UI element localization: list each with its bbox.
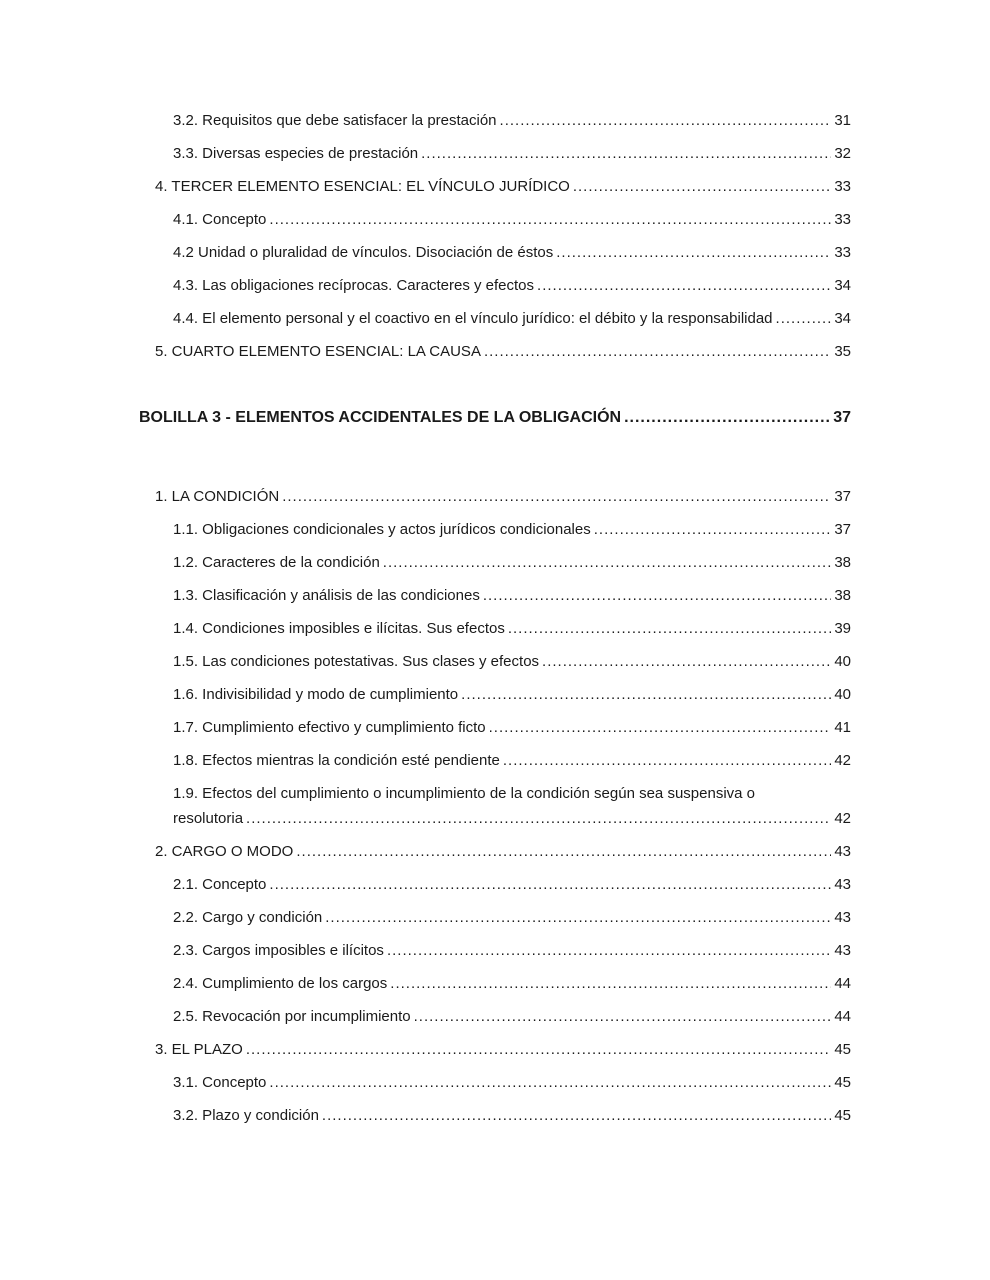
toc-entry (139, 750, 851, 771)
toc-entry-label: 4. TERCER ELEMENTO ESENCIAL: EL VÍNCULO JURÍDICO (155, 178, 570, 195)
dot-leader (489, 717, 832, 738)
dot-leader (542, 651, 831, 672)
dot-leader (269, 1072, 831, 1093)
toc-entry-label: 1.2. Caracteres de la condición (173, 554, 380, 571)
toc-entry-label: 4.3. Las obligaciones recíprocas. Caracteres y efectos (173, 277, 535, 294)
dot-leader (269, 209, 831, 230)
dot-leader (246, 1039, 831, 1060)
toc-entry-label: 1.9. Efectos del cumplimiento o incumplimiento de la condición según sea suspensiva o (173, 785, 755, 802)
dot-leader (325, 907, 831, 928)
toc-entry (139, 242, 851, 263)
table-of-contents (139, 110, 851, 1126)
toc-page-number: 43 (834, 876, 851, 893)
dot-leader (414, 1006, 832, 1027)
toc-page-number: 33 (834, 178, 851, 195)
toc-page-number: 32 (834, 145, 851, 162)
dot-leader (776, 308, 832, 329)
toc-entry (139, 841, 851, 862)
dot-leader (421, 143, 831, 164)
toc-entry-label: 1.8. Efectos mientras la condición esté pendiente (173, 752, 500, 769)
toc-entry-label: 1. LA CONDICIÓN (155, 488, 280, 505)
toc-entry-continuation (139, 808, 851, 829)
toc-entry (139, 684, 851, 705)
toc-page-number: 37 (833, 409, 851, 426)
toc-entry (139, 1072, 851, 1093)
toc-page-number: 45 (834, 1107, 851, 1124)
toc-entry (139, 940, 851, 961)
toc-page-number: 38 (834, 554, 851, 571)
toc-entry-label: 5. CUARTO ELEMENTO ESENCIAL: LA CAUSA (155, 343, 481, 360)
dot-leader (383, 552, 832, 573)
toc-entry (139, 519, 851, 540)
toc-page-number: 35 (834, 343, 851, 360)
toc-page-number: 42 (834, 752, 851, 769)
toc-entry (139, 341, 851, 362)
toc-entry (139, 275, 851, 296)
toc-entry (139, 651, 851, 672)
toc-page-number: 33 (834, 211, 851, 228)
dot-leader (508, 618, 831, 639)
toc-entry (139, 308, 851, 329)
toc-page-number: 37 (834, 521, 851, 538)
toc-page-number: 43 (834, 909, 851, 926)
toc-entry (139, 1039, 851, 1060)
toc-entry (139, 110, 851, 131)
toc-entry (139, 143, 851, 164)
toc-page-number: 38 (834, 587, 851, 604)
dot-leader (390, 973, 831, 994)
toc-page-number: 45 (834, 1041, 851, 1058)
toc-page-number: 40 (834, 686, 851, 703)
toc-page-number: 33 (834, 244, 851, 261)
toc-heading-entry (139, 407, 851, 429)
toc-entry (139, 585, 851, 606)
toc-entry-label: 2.2. Cargo y condición (173, 909, 323, 926)
toc-page-number: 39 (834, 620, 851, 637)
toc-entry-label: 2.3. Cargos imposibles e ilícitos (173, 942, 384, 959)
toc-entry (139, 874, 851, 895)
dot-leader (387, 940, 831, 961)
toc-page-number: 45 (834, 1074, 851, 1091)
dot-leader (296, 841, 831, 862)
dot-leader (624, 407, 830, 429)
toc-page-number: 43 (834, 843, 851, 860)
toc-page-number: 40 (834, 653, 851, 670)
toc-entry (139, 783, 851, 804)
toc-page-number: 31 (834, 112, 851, 129)
toc-entry-label: 3.1. Concepto (173, 1074, 267, 1091)
dot-leader (269, 874, 831, 895)
toc-entry-label: 1.4. Condiciones imposibles e ilícitas. Sus efectos (173, 620, 505, 637)
toc-entry-label: 2. CARGO O MODO (155, 843, 294, 860)
dot-leader (556, 242, 831, 263)
toc-entry-label: 2.4. Cumplimiento de los cargos (173, 975, 388, 992)
toc-entry-label: 1.6. Indivisibilidad y modo de cumplimiento (173, 686, 459, 703)
toc-entry (139, 618, 851, 639)
toc-entry-label: 4.4. El elemento personal y el coactivo en el vínculo jurídico: el débito y la responsabilidad (173, 310, 773, 327)
toc-entry (139, 907, 851, 928)
toc-entry (139, 209, 851, 230)
dot-leader (484, 341, 831, 362)
dot-leader (322, 1105, 831, 1126)
toc-entry-label: 1.1. Obligaciones condicionales y actos jurídicos condicionales (173, 521, 591, 538)
toc-entry-label: 4.1. Concepto (173, 211, 267, 228)
toc-entry-label: resolutoria (173, 810, 244, 827)
toc-entry-label: 1.3. Clasificación y análisis de las condiciones (173, 587, 480, 604)
toc-page-number: 37 (834, 488, 851, 505)
toc-entry-label: 3. EL PLAZO (155, 1041, 243, 1058)
dot-leader (503, 750, 831, 771)
toc-entry (139, 717, 851, 738)
dot-leader (573, 176, 831, 197)
toc-page-number: 41 (834, 719, 851, 736)
dot-leader (537, 275, 831, 296)
toc-entry-label: 3.2. Requisitos que debe satisfacer la prestación (173, 112, 497, 129)
dot-leader (483, 585, 831, 606)
toc-entry-label: 3.2. Plazo y condición (173, 1107, 319, 1124)
toc-page-number: 34 (834, 277, 851, 294)
toc-page-number: 42 (834, 810, 851, 827)
toc-page-number: 34 (834, 310, 851, 327)
dot-leader (594, 519, 832, 540)
dot-leader (246, 808, 831, 829)
dot-leader (461, 684, 831, 705)
toc-page-number: 44 (834, 975, 851, 992)
toc-entry-label: 1.5. Las condiciones potestativas. Sus clases y efectos (173, 653, 540, 670)
dot-leader (282, 486, 831, 507)
toc-entry-label: 2.1. Concepto (173, 876, 267, 893)
toc-entry (139, 1105, 851, 1126)
toc-entry (139, 1006, 851, 1027)
toc-entry-label: 4.2 Unidad o pluralidad de vínculos. Disociación de éstos (173, 244, 554, 261)
toc-entry-label: 1.7. Cumplimiento efectivo y cumplimiento ficto (173, 719, 486, 736)
toc-entry (139, 176, 851, 197)
dot-leader (500, 110, 832, 131)
toc-entry (139, 552, 851, 573)
toc-entry (139, 486, 851, 507)
toc-page-number: 44 (834, 1008, 851, 1025)
toc-page-number: 43 (834, 942, 851, 959)
toc-entry-label: 3.3. Diversas especies de prestación (173, 145, 419, 162)
toc-entry (139, 973, 851, 994)
toc-entry-label: BOLILLA 3 - ELEMENTOS ACCIDENTALES DE LA OBLIGACIÓN (139, 409, 622, 426)
toc-entry-label: 2.5. Revocación por incumplimiento (173, 1008, 411, 1025)
